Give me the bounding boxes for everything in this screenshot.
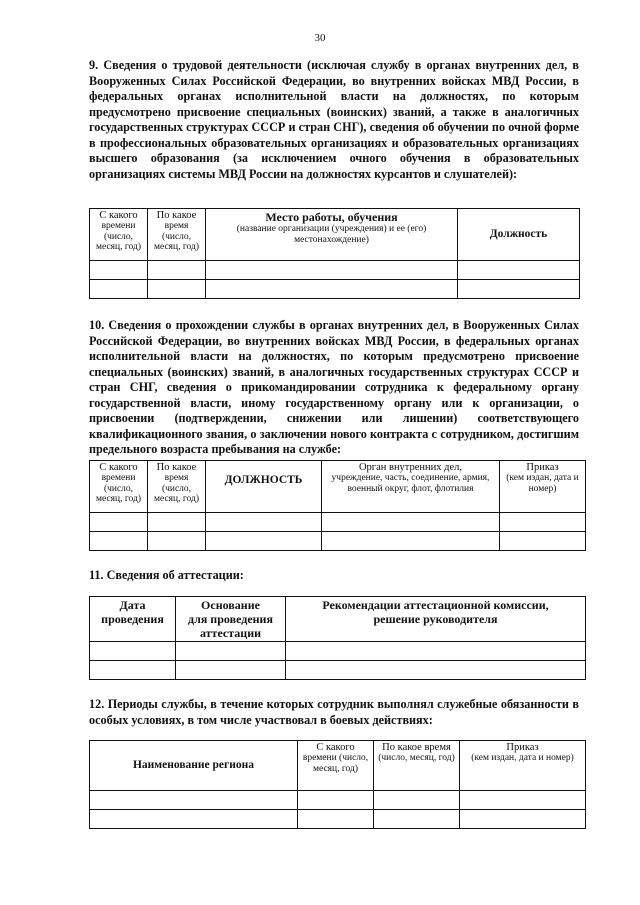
cell-workplace[interactable] xyxy=(206,280,458,299)
cell-workplace[interactable] xyxy=(206,261,458,280)
cell-order[interactable] xyxy=(460,810,586,829)
section-10-heading: 10. Сведения о прохождении службы в органах внутренних дел, в Вооруженных Силах Российской Федерации, во внутренних войсках МВД России, в федеральных органах исполнительной власти на должностях, по которым предусмотрено присвоение специальных (воинских) званий, в аналогичных государственных структурах СССР и стран СНГ, сведения о прикомандировании сотрудника к федеральному органу государственной власти, иному государственному органу или к организации, о присвоении (подтверждении, снижении или лишении) соответствующего квалификационного звания, о заключении нового контракта с сотрудником, достигшим предельного возраста пребывания на службе: xyxy=(89,318,579,456)
header-from-date: С какого времени (число, месяц, год) xyxy=(90,209,148,261)
header-recommendations: Рекомендации аттестационной комиссии, решение руководителя xyxy=(286,597,586,642)
table-row xyxy=(90,791,586,810)
cell-from-date[interactable] xyxy=(298,791,374,810)
cell-from-date[interactable] xyxy=(90,532,148,551)
header-row xyxy=(90,209,580,261)
cell-position[interactable] xyxy=(458,280,580,299)
header-workplace: Место работы, обучения (название организации (учреждения) и ее (его) местонахождение) xyxy=(206,209,458,261)
section-9-table xyxy=(89,208,580,299)
cell-to-date[interactable] xyxy=(374,810,460,829)
header-to-date: По какое время (число, месяц, год) xyxy=(148,209,206,261)
header-order: Приказ (кем издан, дата и номер) xyxy=(460,741,586,791)
cell-organ[interactable] xyxy=(322,513,500,532)
table-row xyxy=(90,661,586,680)
header-order: Приказ (кем издан, дата и номер) xyxy=(500,461,586,513)
cell-recommendations[interactable] xyxy=(286,642,586,661)
section-12-heading: 12. Периоды службы, в течение которых сотрудник выполнял служебные обязанности в особых условиях, в том числе участвовал в боевых действиях: xyxy=(89,697,579,727)
table-row xyxy=(90,280,580,299)
section-11-heading: 11. Сведения об аттестации: xyxy=(89,568,244,582)
cell-date[interactable] xyxy=(90,661,176,680)
cell-position[interactable] xyxy=(206,532,322,551)
header-to-date: По какое время (число, месяц, год) xyxy=(374,741,460,791)
header-from-date: С какого времени (число, месяц, год) xyxy=(90,461,148,513)
header-position: Должность xyxy=(458,209,580,261)
header-position: ДОЛЖНОСТЬ xyxy=(206,461,322,513)
header-basis: Основание для проведения аттестации xyxy=(176,597,286,642)
page-number: 30 xyxy=(314,32,326,44)
cell-recommendations[interactable] xyxy=(286,661,586,680)
cell-from-date[interactable] xyxy=(90,513,148,532)
cell-order[interactable] xyxy=(500,513,586,532)
cell-position[interactable] xyxy=(206,513,322,532)
cell-region[interactable] xyxy=(90,791,298,810)
header-to-date: По какое время (число, месяц, год) xyxy=(148,461,206,513)
header-row xyxy=(90,461,586,513)
cell-to-date[interactable] xyxy=(148,280,206,299)
section-12-table xyxy=(89,740,586,829)
section-9-heading: 9. Сведения о трудовой деятельности (исключая службу в органах внутренних дел, в Вооруженных Силах Российской Федерации, во внутренних войсках МВД России, в федеральных органах исполнительной власти на должностях, по которым предусмотрено присвоение специальных (воинских) званий, а также в аналогичных государственных структурах СССР и стран СНГ), сведения об обучении по очной форме в профессиональных образовательных организациях и образовательных организациях высшего образования (за исключением очного обучения в образовательных организациях системы МВД России на должностях курсантов и слушателей): xyxy=(89,58,579,181)
cell-order[interactable] xyxy=(500,532,586,551)
cell-from-date[interactable] xyxy=(90,261,148,280)
cell-from-date[interactable] xyxy=(298,810,374,829)
cell-to-date[interactable] xyxy=(148,261,206,280)
header-date: Дата проведения xyxy=(90,597,176,642)
cell-order[interactable] xyxy=(460,791,586,810)
cell-organ[interactable] xyxy=(322,532,500,551)
cell-to-date[interactable] xyxy=(148,532,206,551)
table-row xyxy=(90,810,586,829)
cell-position[interactable] xyxy=(458,261,580,280)
cell-to-date[interactable] xyxy=(374,791,460,810)
cell-to-date[interactable] xyxy=(148,513,206,532)
header-row xyxy=(90,597,586,642)
table-row xyxy=(90,532,586,551)
section-11-table xyxy=(89,596,586,680)
cell-basis[interactable] xyxy=(176,642,286,661)
cell-from-date[interactable] xyxy=(90,280,148,299)
table-row xyxy=(90,642,586,661)
header-region: Наименование региона xyxy=(90,741,298,791)
cell-region[interactable] xyxy=(90,810,298,829)
header-row xyxy=(90,741,586,791)
cell-basis[interactable] xyxy=(176,661,286,680)
header-from-date: С какого времени (число, месяц, год) xyxy=(298,741,374,791)
table-row xyxy=(90,261,580,280)
section-10-table xyxy=(89,460,586,551)
table-row xyxy=(90,513,586,532)
header-organ: Орган внутренних дел, учреждение, часть, соединение, армия, военный округ, флот, флотилия xyxy=(322,461,500,513)
cell-date[interactable] xyxy=(90,642,176,661)
